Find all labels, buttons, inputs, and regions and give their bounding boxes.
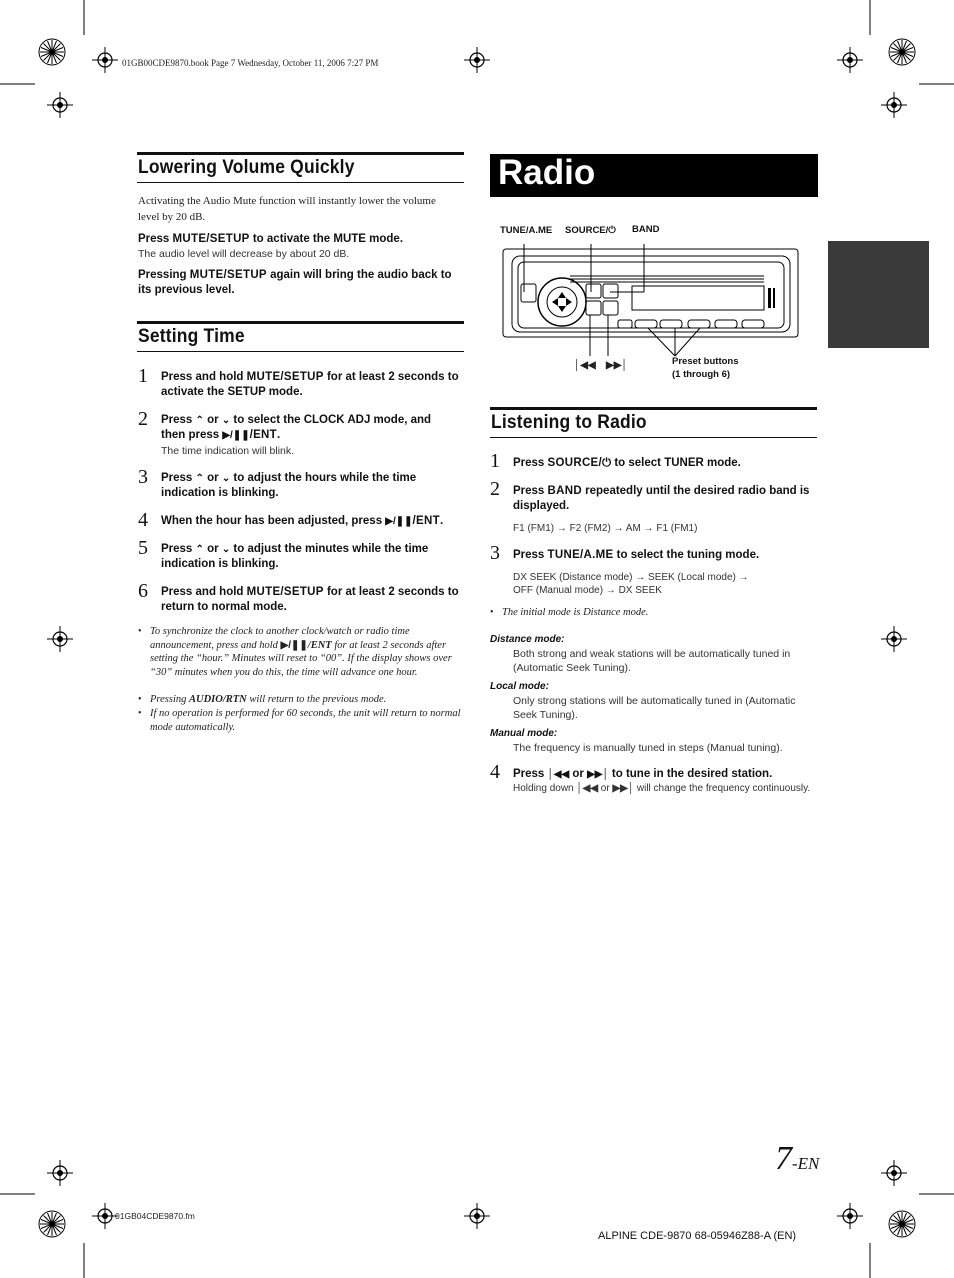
prev-track-icon: │◀◀ bbox=[547, 769, 570, 780]
label-preset-buttons: Preset buttons (1 through 6) bbox=[672, 356, 739, 380]
next-track-icon: ▶▶│ bbox=[587, 769, 609, 780]
mode-text-manual: The frequency is manually tuned in steps (Manual tuning). bbox=[513, 742, 783, 754]
mode-title-manual: Manual mode: bbox=[490, 728, 558, 739]
next-track-icon: ▶▶│ bbox=[606, 360, 628, 371]
band-sequence: F1 (FM1) → F2 (FM2) → AM → F1 (FM1) bbox=[513, 523, 698, 534]
listening-step-2: Press BAND repeatedly until the desired radio band is displayed. bbox=[513, 485, 810, 512]
print-footer-file: 01GB04CDE9870.fm bbox=[115, 1211, 195, 1221]
lowering-instruction-1-detail: The audio level will decrease by about 20 dB. bbox=[138, 248, 350, 260]
play-pause-icon: ▶/❚❚ bbox=[280, 639, 308, 651]
mode-text-local: Only strong stations will be automatically tuned in (Automatic Seek Tuning). bbox=[513, 695, 796, 721]
step-number: 5 bbox=[138, 537, 148, 559]
step-number: 2 bbox=[138, 408, 148, 430]
power-icon: ⏻ bbox=[608, 225, 616, 236]
bullet: • bbox=[138, 708, 142, 719]
lowering-intro: Activating the Audio Mute function will instantly lower the volume level by 20 dB. bbox=[138, 195, 436, 223]
mode-title-distance: Distance mode: bbox=[490, 634, 565, 645]
section-rule-bottom bbox=[137, 351, 464, 352]
setting-step-1: Press and hold MUTE/SETUP for at least 2 seconds to activate the SETUP mode. bbox=[161, 371, 459, 398]
power-icon: ⏻ bbox=[602, 457, 612, 469]
label-source: SOURCE/⏻ bbox=[565, 225, 616, 236]
tuning-sequence-1: DX SEEK (Distance mode) → SEEK (Local mode) → bbox=[513, 572, 749, 583]
step-number: 4 bbox=[138, 509, 148, 531]
play-pause-icon: ▶/❚❚ bbox=[222, 430, 250, 441]
label-tune-ame: TUNE/A.ME bbox=[500, 225, 553, 236]
label-band: BAND bbox=[632, 224, 660, 235]
setting-step-5: Press ⌃ or ⌄ to adjust the minutes while the time indication is blinking. bbox=[161, 543, 429, 570]
down-arrow-icon: ⌄ bbox=[221, 415, 231, 426]
up-arrow-icon: ⌃ bbox=[195, 544, 204, 555]
step-number: 3 bbox=[490, 542, 500, 564]
bullet: • bbox=[490, 607, 494, 618]
up-arrow-icon: ⌃ bbox=[195, 473, 204, 484]
setting-step-2-detail: The time indication will blink. bbox=[161, 445, 295, 457]
setting-note-3: If no operation is performed for 60 seconds, the unit will return to normal mode automatically. bbox=[150, 708, 461, 733]
up-arrow-icon: ⌃ bbox=[195, 415, 204, 426]
play-pause-icon: ▶/❚❚ bbox=[385, 516, 413, 527]
prev-track-icon: │◀◀ bbox=[576, 783, 599, 794]
step-number: 3 bbox=[138, 466, 148, 488]
step-number: 1 bbox=[490, 450, 500, 472]
step-number: 6 bbox=[138, 580, 148, 602]
setting-step-3: Press ⌃ or ⌄ to adjust the hours while the time indication is blinking. bbox=[161, 472, 417, 499]
bullet: • bbox=[138, 626, 142, 637]
mode-title-local: Local mode: bbox=[490, 681, 549, 692]
listening-step-4-detail: Holding down │◀◀ or ▶▶│ will change the frequency continuously. bbox=[513, 783, 811, 794]
section-rule-top bbox=[137, 321, 464, 324]
setting-note-1: To synchronize the clock to another clock/watch or radio time announcement, press and hold ▶/❚❚/ENT for at least 2 seconds after setting the “hour.” Minutes will reset to “00”. If the display shows over “30” minutes when you do this, the time will advance one hour. bbox=[150, 626, 452, 678]
step-number: 2 bbox=[490, 478, 500, 500]
lowering-instruction-2: Pressing MUTE/SETUP again will bring the audio back to its previous level. bbox=[138, 269, 452, 296]
section-title-listening: Listening to Radio bbox=[491, 412, 647, 433]
down-arrow-icon: ⌄ bbox=[221, 473, 231, 484]
page-title: Radio bbox=[498, 153, 596, 192]
mode-text-distance: Both strong and weak stations will be automatically tuned in (Automatic Seek Tuning). bbox=[513, 648, 791, 674]
section-rule-bottom bbox=[137, 182, 464, 183]
section-rule-top bbox=[137, 152, 464, 155]
side-tab bbox=[828, 241, 929, 348]
listening-step-1: Press SOURCE/⏻ to select TUNER mode. bbox=[513, 457, 741, 469]
listening-step-4: Press │◀◀ or ▶▶│ to tune in the desired station. bbox=[513, 768, 773, 780]
listening-step-3: Press TUNE/A.ME to select the tuning mode. bbox=[513, 549, 760, 561]
bullet: • bbox=[138, 694, 142, 705]
setting-note-2: Pressing AUDIO/RTN will return to the previous mode. bbox=[150, 694, 387, 705]
next-track-icon: ▶▶│ bbox=[612, 783, 635, 794]
section-title-lowering: Lowering Volume Quickly bbox=[138, 157, 355, 178]
lowering-instruction-1: Press MUTE/SETUP to activate the MUTE mode. bbox=[138, 233, 404, 245]
setting-step-4: When the hour has been adjusted, press ▶/❚❚/ENT. bbox=[161, 515, 444, 527]
page-number: 7-EN bbox=[775, 1140, 820, 1177]
prev-track-icon: │◀◀ bbox=[574, 360, 596, 371]
tuning-sequence-2: OFF (Manual mode) → DX SEEK bbox=[513, 585, 662, 596]
down-arrow-icon: ⌄ bbox=[221, 544, 231, 555]
section-rule-top bbox=[490, 407, 817, 410]
section-rule-bottom bbox=[490, 437, 817, 438]
listening-note: The initial mode is Distance mode. bbox=[502, 607, 649, 618]
setting-step-6: Press and hold MUTE/SETUP for at least 2 seconds to return to normal mode. bbox=[161, 586, 459, 613]
print-header-info: 01GB00CDE9870.book Page 7 Wednesday, October 11, 2006 7:27 PM bbox=[122, 58, 379, 68]
step-number: 1 bbox=[138, 365, 148, 387]
head-unit-diagram bbox=[500, 236, 820, 386]
section-title-setting-time: Setting Time bbox=[138, 326, 245, 347]
step-number: 4 bbox=[490, 761, 500, 783]
print-footer-model: ALPINE CDE-9870 68-05946Z88-A (EN) bbox=[598, 1230, 797, 1242]
setting-step-2: Press ⌃ or ⌄ to select the CLOCK ADJ mode, and then press ▶/❚❚/ENT. bbox=[161, 414, 432, 441]
